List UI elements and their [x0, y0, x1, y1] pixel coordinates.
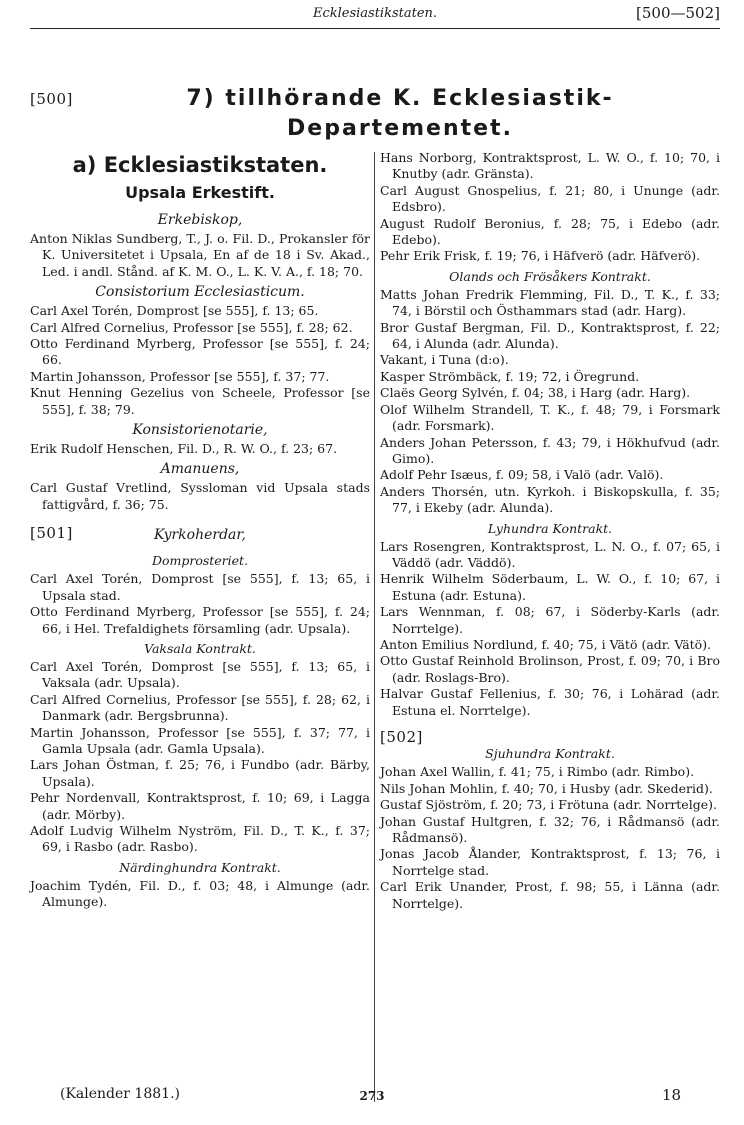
left-column: [30, 150, 370, 911]
list-item: Gustaf Sjöström, f. 20; 73, i Frötuna (adr. Norrtelge).: [380, 797, 717, 813]
footer-calendar: (Kalender 1881.): [60, 1086, 180, 1102]
list-item: Jonas Jacob Ålander, Kontraktsprost, f. 13; 76, i Norrtelge stad.: [380, 846, 720, 878]
department-title-line-1: 7) tillhörande K. Ecklesiastik-: [186, 86, 614, 111]
list-item: Carl Axel Torén, Domprost [se 555], f. 13; 65.: [30, 303, 319, 319]
list-item: Johan Axel Wallin, f. 41; 75, i Rimbo (adr. Rimbo).: [380, 764, 695, 780]
list-item: Henrik Wilhelm Söderbaum, L. W. O., f. 10; 67, i Estuna (adr. Estuna).: [380, 571, 720, 603]
list-item: Anders Johan Petersson, f. 43; 79, i Hökhufvud (adr. Gimo).: [380, 434, 720, 466]
list-item: Carl Alfred Cornelius, Professor [se 555], f. 28; 62, i Danmark (adr. Bergsbrunna).: [30, 691, 370, 724]
list-item: Hans Norborg, Kontraktsprost, L. W. O., f. 10; 70, i Knutby (adr. Gränsta).: [380, 150, 720, 182]
list-item: Otto Gustaf Reinhold Brolinson, Prost, f. 09; 70, i Bro (adr. Roslags-Bro).: [380, 653, 720, 685]
list-item: Pehr Erik Frisk, f. 19; 76, i Häfverö (adr. Häfverö).: [380, 248, 701, 264]
list-item: Bror Gustaf Bergman, Fil. D., Kontraktsprost, f. 22; 64, i Alunda (adr. Alunda).: [380, 319, 720, 352]
list-item: Carl Axel Torén, Domprost [se 555], f. 13; 65, i Vaksala (adr. Upsala).: [30, 658, 370, 691]
running-head: [30, 4, 720, 26]
list-item: Adolf Pehr Isæus, f. 09; 58, i Valö (adr. Valö).: [380, 467, 664, 483]
right-column: [380, 150, 720, 912]
list-item: Martin Johansson, Professor [se 555], f. 37; 77.: [30, 368, 330, 384]
list-item: Carl August Gnospelius, f. 21; 80, i Ununge (adr. Edsbro).: [380, 182, 720, 215]
list-item: Erik Rudolf Henschen, Fil. D., R. W. O., f. 23; 67.: [30, 441, 338, 457]
section-title: a) Ecklesiastikstaten.: [72, 153, 328, 177]
list-item: Nils Johan Mohlin, f. 40; 70, i Husby (adr. Skederid).: [380, 780, 713, 796]
page-range: [500—502]: [636, 4, 720, 22]
amanuens-heading: Amanuens,: [160, 461, 240, 478]
list-item: Olof Wilhelm Strandell, T. K., f. 48; 79, i Forsmark (adr. Forsmark).: [380, 401, 720, 434]
footer-signature: 273: [359, 1089, 385, 1103]
list-item: Claës Georg Sylvén, f. 04; 38, i Harg (adr. Harg).: [380, 385, 691, 401]
list-item: Lars Rosengren, Kontraktsprost, L. N. O., f. 07; 65, i Väddö (adr. Väddö).: [380, 538, 720, 570]
sjuhundra-heading: Sjuhundra Kontrakt.: [485, 746, 615, 762]
lyhundra-heading: Lyhundra Kontrakt.: [487, 520, 613, 536]
spacer: [380, 719, 720, 729]
list-item: Carl Erik Unander, Prost, f. 98; 55, i Länna (adr. Norrtelge).: [380, 879, 720, 911]
list-item: Matts Johan Fredrik Flemming, Fil. D., T. K., f. 33; 74, i Börstil och Östhammars stad (adr. Harg).: [380, 286, 720, 319]
section-marker-500: [500]: [30, 90, 73, 108]
list-item: Anders Thorsén, utn. Kyrkoh. i Biskopskulla, f. 35; 77, i Ekeby (adr. Alunda).: [380, 483, 720, 516]
kyrkoherdar-block: [30, 513, 370, 549]
olands-heading: Olands och Frösåkers Kontrakt.: [449, 268, 651, 284]
list-item: Adolf Ludvig Wilhelm Nyström, Fil. D., T. K., f. 37; 69, i Rasbo (adr. Rasbo).: [30, 822, 370, 855]
section-marker-502: [502]: [380, 728, 423, 746]
page-number: 18: [662, 1086, 682, 1104]
nardinghundra-heading: Närdinghundra Kontrakt.: [119, 859, 281, 875]
list-item: Otto Ferdinand Myrberg, Professor [se 555], f. 24; 66, i Hel. Trefaldighets församling (adr. Upsala).: [30, 604, 370, 636]
vaksala-heading: Vaksala Kontrakt.: [144, 640, 256, 656]
notarie-heading: Konsistorienotarie,: [132, 422, 268, 439]
kyrkoherdar-heading: Kyrkoherdar,: [154, 527, 246, 544]
list-item: Lars Wennman, f. 08; 67, i Söderby-Karls (adr. Norrtelge).: [380, 604, 720, 636]
running-title: Ecklesiastikstaten.: [312, 6, 438, 21]
subsection-title: Upsala Erkestift.: [125, 183, 275, 202]
list-item: Joachim Tydén, Fil. D., f. 03; 48, i Almunge (adr. Almunge).: [30, 877, 370, 910]
list-item: Vakant, i Tuna (d:o).: [380, 352, 509, 368]
list-item: Carl Axel Torén, Domprost [se 555], f. 13; 65, i Upsala stad.: [30, 571, 370, 603]
list-item: Knut Henning Gezelius von Scheele, Professor [se 555], f. 38; 79.: [30, 385, 370, 417]
erkebiskop-heading: Erkebiskop,: [157, 212, 243, 228]
list-item: Carl Gustaf Vretlind, Syssloman vid Upsala stads fattigvård, f. 36; 75.: [30, 480, 370, 512]
list-item: Pehr Nordenvall, Kontraktsprost, f. 10; 69, i Lagga (adr. Mörby).: [30, 790, 370, 822]
department-title-line-2: Departementet.: [287, 116, 513, 141]
domprosteriet-heading: Domprosteriet.: [151, 553, 249, 569]
list-item: Martin Johansson, Professor [se 555], f. 37; 77, i Gamla Upsala (adr. Gamla Upsala).: [30, 724, 370, 756]
list-item: Carl Alfred Cornelius, Professor [se 555], f. 28; 62.: [30, 319, 353, 335]
header-rule: [30, 28, 720, 29]
list-item: Johan Gustaf Hultgren, f. 32; 76, i Rådmansö (adr. Rådmansö).: [380, 813, 720, 846]
list-item: Otto Ferdinand Myrberg, Professor [se 555], f. 24; 66.: [30, 336, 370, 368]
list-item: Kasper Strömbäck, f. 19; 72, i Öregrund.: [380, 368, 640, 384]
department-title: [100, 84, 700, 144]
list-item: Lars Johan Östman, f. 25; 76, i Fundbo (adr. Bärby, Upsala).: [30, 757, 370, 789]
consistorium-heading: Consistorium Ecclesiasticum.: [95, 284, 305, 301]
column-divider: [374, 152, 375, 1102]
list-item: August Rudolf Beronius, f. 28; 75, i Edebo (adr. Edebo).: [380, 215, 720, 248]
list-item: Anton Emilius Nordlund, f. 40; 75, i Vätö (adr. Vätö).: [380, 636, 712, 652]
list-item: Halvar Gustaf Fellenius, f. 30; 76, i Lohärad (adr. Estuna el. Norrtelge).: [380, 686, 720, 718]
list-item: Anton Niklas Sundberg, T., J. o. Fil. D., Prokansler för K. Universitetet i Upsala, En af de 18 i Sv. Akad., Led. i andl. Stånd. af K. M. O., L. K. V. A., f. 18; 70.: [30, 231, 370, 279]
section-marker-501: [501]: [30, 524, 73, 543]
